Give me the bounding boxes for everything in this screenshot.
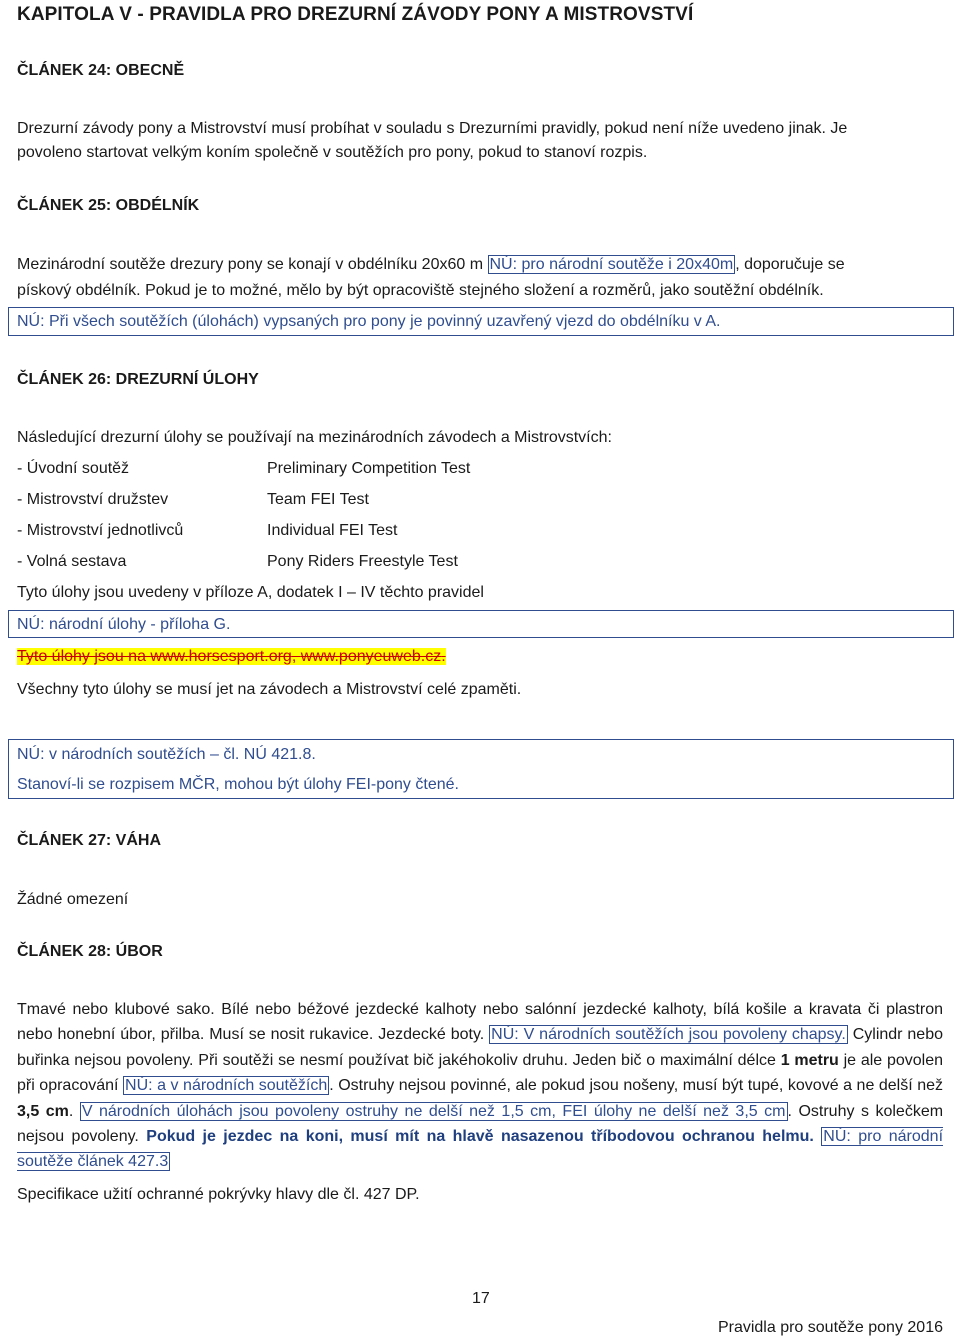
nu-box-2-line-2: Stanoví-li se rozpisem MČR, mohou být úlohy FEI-pony čtené. (17, 776, 459, 793)
test-name-en: Pony Riders Freestyle Test (267, 553, 458, 570)
article-24-heading: ČLÁNEK 24: OBECNĚ (17, 62, 185, 79)
article-26-heading: ČLÁNEK 26: DREZURNÍ ÚLOHY (17, 371, 259, 388)
struck-text-a: Tyto úlohy jsou na (17, 648, 151, 665)
art28-spur-length: 3,5 cm (17, 1102, 69, 1120)
article-26-nu-box: NÚ: národní úlohy - příloha G. (8, 610, 954, 638)
art28-helmet-rule: Pokud je jezdec na koni, musí mít na hlavě nasazenou tříbodovou ochranou helmu. (146, 1128, 814, 1146)
article-27-heading: ČLÁNEK 27: VÁHA (17, 832, 162, 849)
article-26-nu-box-2 (8, 739, 954, 799)
ponyeuweb-link[interactable]: www.ponyeuweb.cz (300, 648, 442, 665)
test-name-en: Team FEI Test (267, 491, 369, 508)
article-26-struck-text (17, 646, 446, 668)
article-24-text-line-1: Drezurní závody pony a Mistrovství musí probíhat v souladu s Drezurními pravidly, pokud není níže uvedeno jinak. Je (17, 120, 848, 137)
art28-nu-427: NÚ: pro národní soutěže článek 427.3 (17, 1128, 944, 1171)
article-25-text-line-2: pískový obdélník. Pokud je to možné, mělo by být opracoviště stejného složení a rozměrů, jako soutěžní obdélník. (17, 282, 824, 299)
chapter-title: KAPITOLA V - PRAVIDLA PRO DREZURNÍ ZÁVODY PONY A MISTROVSTVÍ (17, 4, 694, 25)
struck-sentence (17, 648, 446, 665)
nu-box-2-line-1: NÚ: v národních soutěžích – čl. NÚ 421.8. (17, 746, 316, 763)
test-name-cz: - Úvodní soutěž (17, 460, 130, 477)
article-28-paragraph (17, 997, 943, 1175)
art28-s2: Cylindr nebo buřinka nejsou povoleny. Při soutěži se nesmí používat bič jakéhokoliv druhu. Jeden bič o maximální délce (17, 1026, 944, 1069)
art28-whip-length: 1 metru (780, 1051, 839, 1069)
article-26-memory: Všechny tyto úlohy se musí jet na závodech a Mistrovství celé zpaměti. (17, 681, 522, 698)
test-name-cz: - Volná sestava (17, 553, 127, 570)
struck-text-mid: , (291, 648, 301, 665)
article-25-text-a: Mezinárodní soutěže drezury pony se konají v obdélníku 20x60 m (17, 256, 488, 273)
test-name-en: Preliminary Competition Test (267, 460, 471, 477)
art28-s3: je ale povolen při opracování (17, 1051, 944, 1095)
art28-nu-spurs: V národních úlohách jsou povoleny ostruhy ne delší než 1,5 cm, FEI úlohy ne delší než 3,5 cm (81, 1102, 786, 1120)
article-25-nu-inline: NÚ: pro národní soutěže i 20x40m (489, 256, 734, 273)
article-25-text-line-1 (17, 252, 845, 277)
page-number: 17 (472, 1290, 490, 1307)
article-25-text-b: , doporučuje se (735, 256, 845, 273)
article-25-nu-box: NÚ: Při všech soutěžích (úlohách) vypsaných pro pony je povinný uzavřený vjezd do obdélníku v A. (8, 307, 954, 336)
horsesport-link[interactable]: www.horsesport.org (150, 648, 292, 665)
article-27-text: Žádné omezení (17, 891, 129, 908)
test-name-cz: - Mistrovství jednotlivců (17, 522, 184, 539)
footer-doc-name: Pravidla pro soutěže pony 2016 (717, 1319, 943, 1336)
art28-s6: . Ostruhy s kolečkem nejsou povoleny. (17, 1102, 944, 1146)
article-24-text-line-2: povoleno startovat velkým koním společně v soutěžích pro pony, pokud to stanoví rozpis. (17, 144, 648, 161)
article-28-heading: ČLÁNEK 28: ÚBOR (17, 943, 163, 960)
article-28-spec: Specifikace užití ochranné pokrývky hlavy dle čl. 427 DP. (17, 1186, 420, 1203)
article-26-intro: Následující drezurní úlohy se používají na mezinárodních závodech a Mistrovstvích: (17, 429, 612, 446)
test-name-cz: - Mistrovství družstev (17, 491, 169, 508)
article-25-heading: ČLÁNEK 25: OBDÉLNÍK (17, 197, 200, 214)
art28-s1: Tmavé nebo klubové sako. Bílé nebo béžové jezdecké kalhoty nebo salónní jezdecké kalhoty, bílá košile a kravata či plastron nebo honební úbor, přilba. Musí se nosit rukavice. Jezdecké boty. (17, 1001, 943, 1044)
test-name-en: Individual FEI Test (267, 522, 398, 539)
art28-nu-national: NÚ: a v národních soutěžích (125, 1077, 328, 1095)
article-26-appendix: Tyto úlohy jsou uvedeny v příloze A, dodatek I – IV těchto pravidel (17, 584, 484, 601)
struck-text-end: . (441, 648, 446, 665)
art28-s5: . (68, 1102, 80, 1120)
art28-nu-chapsy: NÚ: V národních soutěžích jsou povoleny chapsy. (491, 1026, 846, 1044)
art28-s4: . Ostruhy nejsou povinné, ale pokud jsou nošeny, musí být tupé, kovové a ne delší než (329, 1077, 943, 1095)
